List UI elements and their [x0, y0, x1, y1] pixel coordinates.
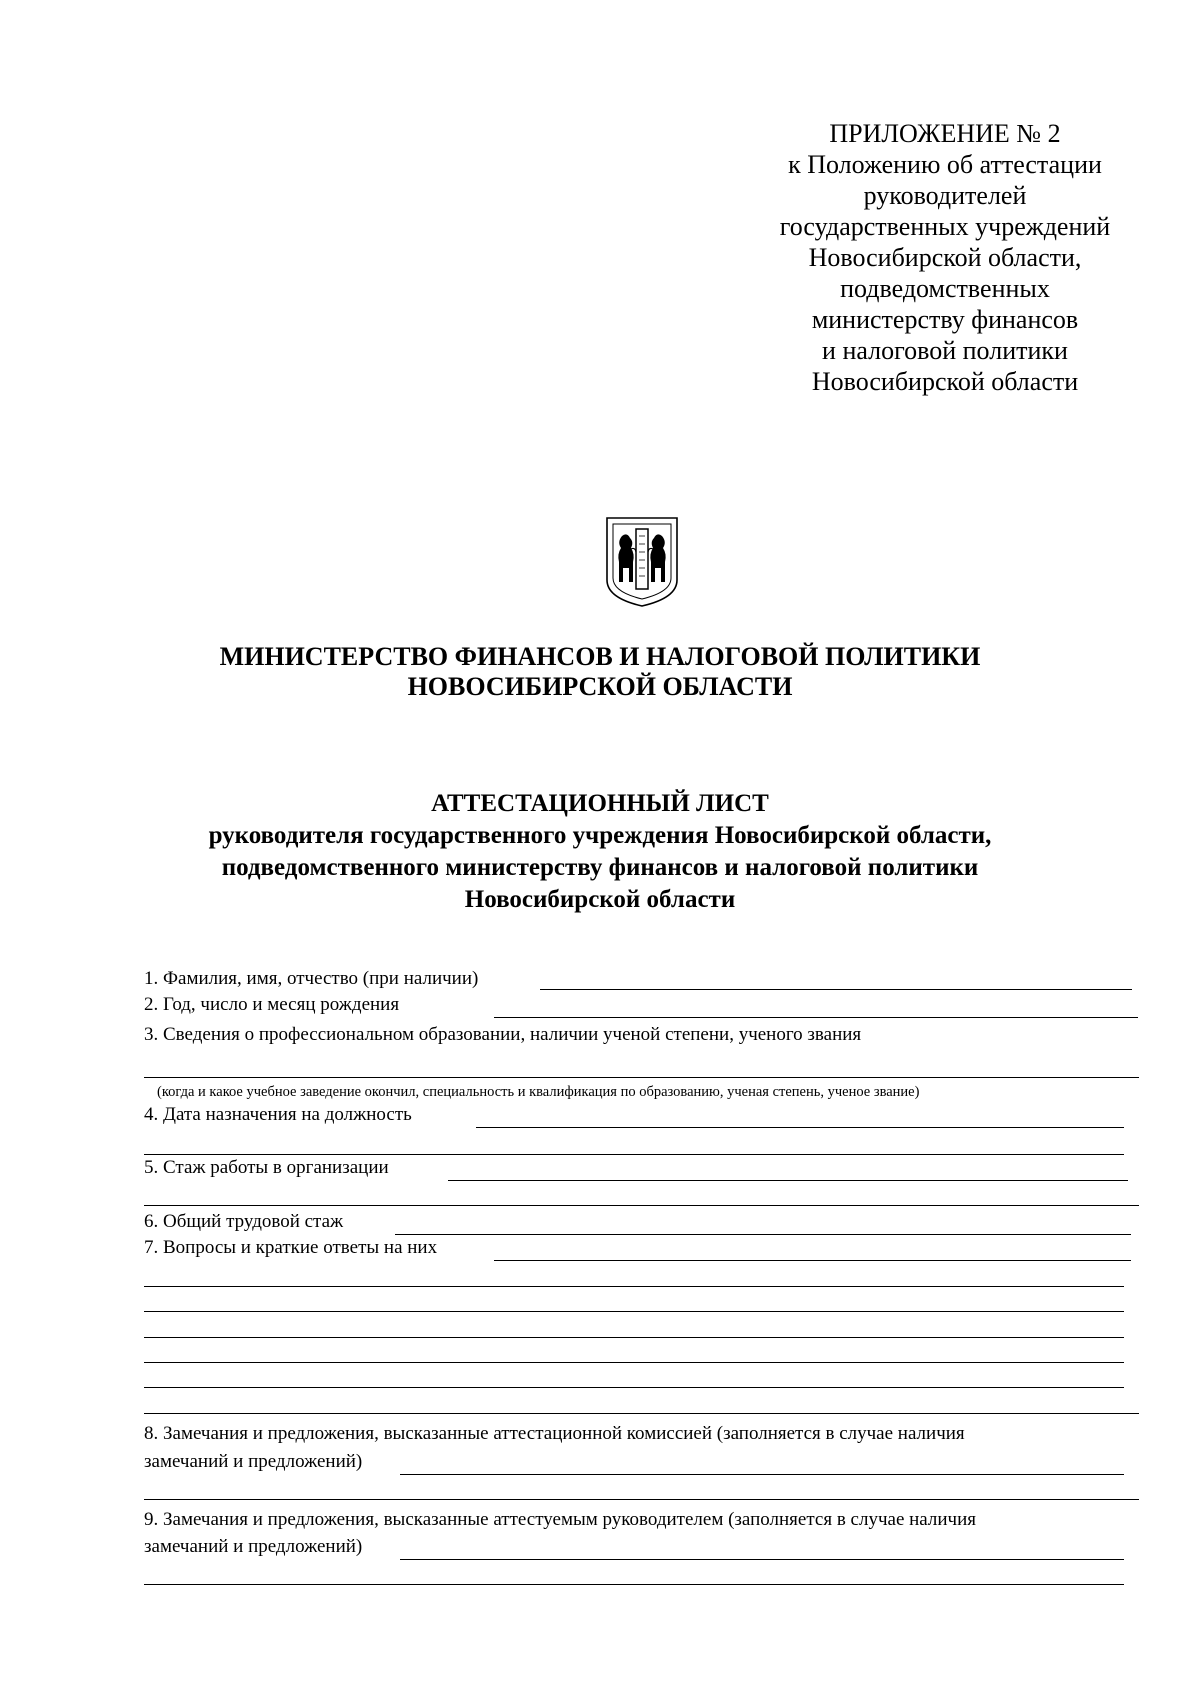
- field-label-total-experience: 6. Общий трудовой стаж: [144, 1211, 344, 1232]
- field-line-org-experience-cont[interactable]: [144, 1205, 1139, 1206]
- field-line-questions-answers[interactable]: [494, 1260, 1131, 1261]
- field-label-leader-remarks-cont: замечаний и предложений): [144, 1536, 363, 1557]
- annex-block: [755, 118, 1135, 397]
- field-line-appointment-date[interactable]: [476, 1127, 1124, 1128]
- field-line-questions-answers-cont[interactable]: [144, 1362, 1124, 1363]
- annex-line: Новосибирской области: [811, 367, 1079, 396]
- field-label-commission-remarks-cont: замечаний и предложений): [144, 1451, 363, 1472]
- field-line-questions-answers-cont[interactable]: [144, 1413, 1139, 1414]
- field-label-questions-answers: 7. Вопросы и краткие ответы на них: [144, 1237, 438, 1258]
- field-label-leader-remarks: 9. Замечания и предложения, высказанные аттестуемым руководителем (заполняется в случае наличия: [144, 1509, 977, 1530]
- document-title-main: АТТЕСТАЦИОННЫЙ ЛИСТ: [431, 790, 769, 817]
- field-line-leader-remarks-cont[interactable]: [144, 1584, 1124, 1585]
- annex-line: подведомственных: [840, 274, 1050, 303]
- field-line-questions-answers-cont[interactable]: [144, 1337, 1124, 1338]
- document-subtitle-line: Новосибирской области: [464, 886, 736, 913]
- field-line-commission-remarks-cont[interactable]: [144, 1499, 1139, 1500]
- annex-line: министерству финансов: [811, 305, 1079, 334]
- annex-line: ПРИЛОЖЕНИЕ № 2: [829, 119, 1061, 148]
- field-label-education: 3. Сведения о профессиональном образовании, наличии ученой степени, ученого звания: [144, 1024, 862, 1045]
- ministry-name-line: НОВОСИБИРСКОЙ ОБЛАСТИ: [407, 672, 793, 701]
- annex-line: государственных учреждений: [779, 212, 1111, 241]
- field-line-leader-remarks[interactable]: [400, 1559, 1124, 1560]
- ministry-name: [0, 642, 1200, 702]
- field-label-appointment-date: 4. Дата назначения на должность: [144, 1104, 412, 1125]
- field-label-full-name: 1. Фамилия, имя, отчество (при наличии): [144, 968, 479, 989]
- field-line-appointment-date-cont[interactable]: [144, 1154, 1124, 1155]
- document-subtitle-line: руководителя государственного учреждения Новосибирской области,: [208, 822, 992, 849]
- field-line-questions-answers-cont[interactable]: [144, 1286, 1124, 1287]
- field-line-questions-answers-cont[interactable]: [144, 1387, 1124, 1388]
- field-line-total-experience[interactable]: [395, 1234, 1131, 1235]
- field-line-questions-answers-cont[interactable]: [144, 1311, 1124, 1312]
- field-line-birth-date[interactable]: [494, 1017, 1138, 1018]
- field-label-birth-date: 2. Год, число и месяц рождения: [144, 994, 400, 1015]
- document-title: [0, 788, 1200, 916]
- field-label-org-experience: 5. Стаж работы в организации: [144, 1157, 389, 1178]
- coat-of-arms-icon: [605, 516, 679, 608]
- field-line-commission-remarks[interactable]: [400, 1474, 1124, 1475]
- annex-line: руководителей: [863, 181, 1027, 210]
- annex-line: к Положению об аттестации: [788, 150, 1102, 179]
- annex-line: Новосибирской области,: [808, 243, 1082, 272]
- field-hint-education: (когда и какое учебное заведение окончил, специальность и квалификация по образованию, ученая степень, ученое звание): [157, 1084, 920, 1100]
- field-label-commission-remarks: 8. Замечания и предложения, высказанные аттестационной комиссией (заполняется в случае наличия: [144, 1423, 965, 1444]
- field-line-org-experience[interactable]: [448, 1180, 1128, 1181]
- ministry-name-line: МИНИСТЕРСТВО ФИНАНСОВ И НАЛОГОВОЙ ПОЛИТИКИ: [219, 642, 981, 671]
- field-line-education[interactable]: [144, 1077, 1139, 1078]
- document-subtitle-line: подведомственного министерству финансов и налоговой политики: [221, 854, 979, 881]
- field-line-full-name[interactable]: [540, 989, 1132, 990]
- annex-line: и налоговой политики: [822, 336, 1068, 365]
